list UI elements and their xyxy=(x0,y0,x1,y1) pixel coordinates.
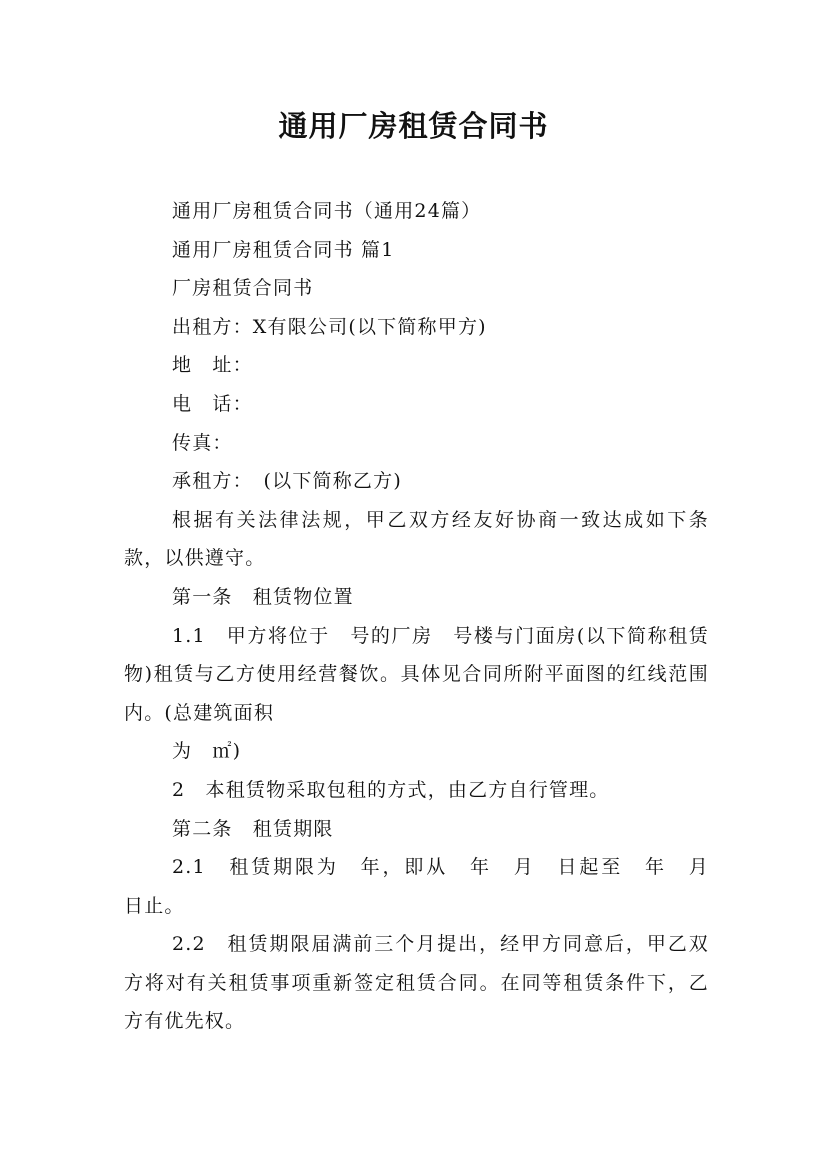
paragraph-phone: 电 话： xyxy=(172,392,253,415)
paragraph-preamble: 根据有关法律法规，甲乙双方经友好协商一致达成如下条款，以供遵守。 xyxy=(124,508,709,570)
paragraph-article-1-heading: 第一条 租赁物位置 xyxy=(172,585,354,608)
paragraph-fax: 传真： xyxy=(172,431,233,454)
paragraph-lessee: 承租方： (以下简称乙方) xyxy=(172,470,402,493)
paragraph-clause-1-2: 2 本租赁物采取包租的方式，由乙方自行管理。 xyxy=(172,778,610,801)
paragraph-address: 地 址： xyxy=(172,354,253,377)
document-title: 通用厂房租赁合同书 xyxy=(278,109,549,143)
paragraph-clause-1-1-area: 为 ㎡) xyxy=(172,740,242,763)
paragraph-contract-name: 厂房租赁合同书 xyxy=(172,277,314,300)
paragraph-lessor: 出租方：X有限公司(以下简称甲方) xyxy=(172,315,487,338)
paragraph-clause-2-2: 2.2 租赁期限届满前三个月提出，经甲方同意后，甲乙双方将对有关租赁事项重新签定租赁合同。在同等租赁条件下，乙方有优先权。 xyxy=(124,933,709,1033)
paragraph-clause-2-1: 2.1 租赁期限为 年，即从 年 月 日起至 年 月 日止。 xyxy=(124,856,730,917)
document-body xyxy=(124,192,730,1041)
paragraph-subtitle: 通用厂房租赁合同书（通用24篇） xyxy=(172,200,482,222)
paragraph-chapter-heading: 通用厂房租赁合同书 篇1 xyxy=(172,238,395,261)
paragraph-article-2-heading: 第二条 租赁期限 xyxy=(172,817,334,840)
paragraph-clause-1-1: 1.1 甲方将位于 号的厂房 号楼与门面房(以下简称租赁物)租赁与乙方使用经营餐饮。具体见合同所附平面图的红线范围内。(总建筑面积 xyxy=(124,624,709,724)
